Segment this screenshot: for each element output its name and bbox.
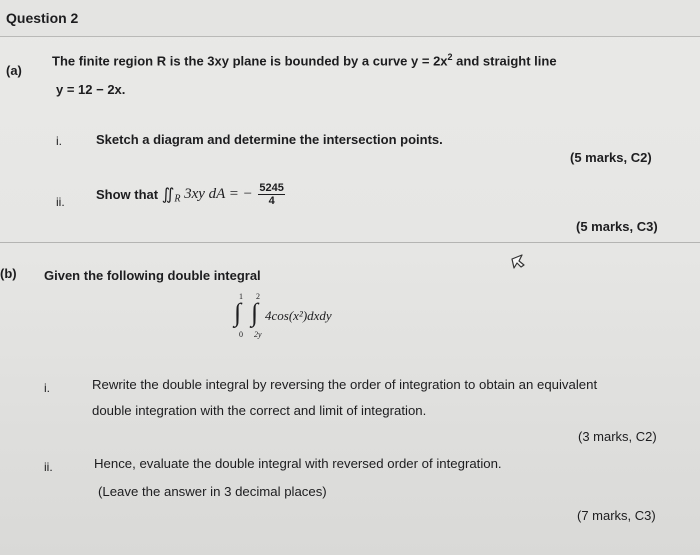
part-a-label: (a): [6, 63, 22, 78]
part-a-line-equation: y = 12 − 2x.: [56, 82, 126, 97]
part-b-item-i-number: i.: [44, 381, 50, 395]
inner-integral-sign: ∫: [251, 298, 259, 327]
outer-integral-sign: ∫: [234, 298, 242, 327]
mouse-cursor-icon: [510, 253, 526, 271]
part-a-item-i-marks: (5 marks, C2): [570, 150, 652, 165]
section-divider: [0, 242, 700, 243]
part-b-item-i-marks: (3 marks, C2): [578, 429, 657, 444]
part-a-item-ii-number: ii.: [56, 195, 65, 209]
inner-lower-limit: 2y: [254, 330, 262, 339]
part-a-intro: The finite region R is the 3xy plane is bounded by a curve $y = 2x^2$ and straight line: [52, 52, 557, 69]
part-b-item-ii-text-line1: Hence, evaluate the double integral with reversed order of integration.: [94, 456, 502, 471]
part-a-item-ii-expression: Show that $∬_R$ 3xy dA = − $\frac{5245}{4}$: [96, 182, 284, 207]
part-a-item-ii-marks: (5 marks, C3): [576, 219, 658, 234]
double-integral-expression: [228, 292, 378, 344]
outer-lower-limit: 0: [239, 330, 243, 339]
question-header: [0, 0, 700, 37]
part-b-item-i-text-line1: Rewrite the double integral by reversing the order of integration to obtain an equivalent: [92, 377, 598, 392]
part-b-item-i-text-line2: double integration with the correct and limit of integration.: [92, 403, 427, 418]
integrand: 4cos(x²)dxdy: [265, 308, 332, 323]
fraction: $\frac{5245}{4}$: [259, 182, 284, 207]
inner-upper-limit: 2: [256, 292, 260, 301]
question-title: Question 2: [6, 10, 79, 26]
part-a-item-i-text: Sketch a diagram and determine the intersection points.: [96, 132, 443, 147]
part-b-intro: Given the following double integral: [44, 268, 261, 283]
part-b-item-ii-marks: (7 marks, C3): [577, 508, 656, 523]
outer-upper-limit: 1: [239, 292, 243, 301]
part-b-item-ii-number: ii.: [44, 460, 53, 474]
part-b-item-ii-text-line2: (Leave the answer in 3 decimal places): [98, 484, 327, 499]
part-a-item-i-number: i.: [56, 134, 62, 148]
part-b-label: (b): [0, 266, 17, 281]
